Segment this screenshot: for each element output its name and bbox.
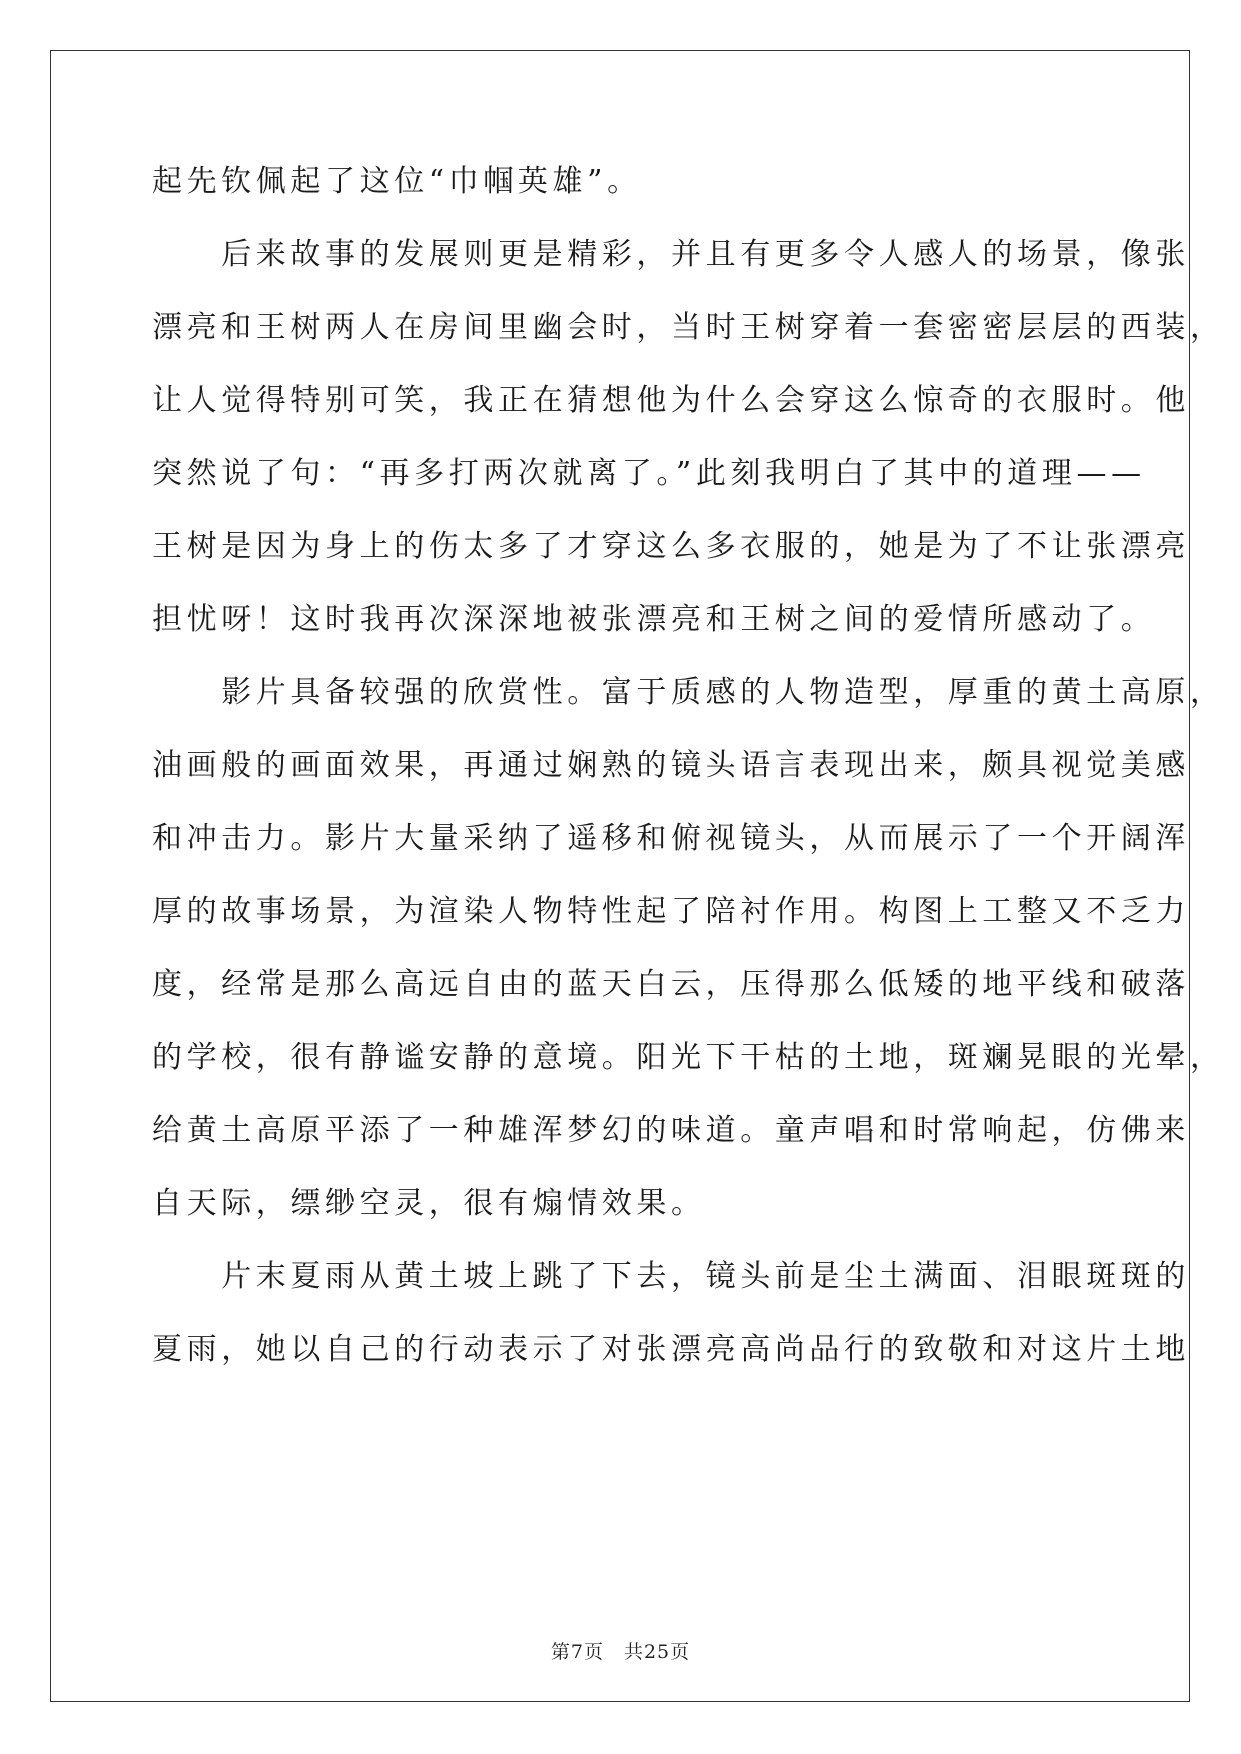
text-line: 后来故事的发展则更是精彩，并且有更多令人感人的场景，像张 (152, 237, 1190, 272)
text-line: 让人觉得特别可笑，我正在猜想他为什么会穿这么惊奇的衣服时。他 (152, 383, 1190, 418)
text-line: 影片具备较强的欣赏性。富于质感的人物造型，厚重的黄土高原， (152, 675, 1225, 710)
text-line: 给黄土高原平添了一种雄浑梦幻的味道。童声唱和时常响起，仿佛来 (152, 1113, 1190, 1148)
text-line: 漂亮和王树两人在房间里幽会时，当时王树穿着一套密密层层的西装， (152, 310, 1225, 345)
text-line: 的学校，很有静谧安静的意境。阳光下干枯的土地，斑斓晃眼的光晕， (152, 1040, 1225, 1075)
text-line: 夏雨，她以自己的行动表示了对张漂亮高尚品行的致敬和对这片土地 (152, 1332, 1190, 1367)
text-line: 自天际，缥缈空灵，很有煽情效果。 (152, 1186, 706, 1221)
text-line: 厚的故事场景，为渲染人物特性起了陪衬作用。构图上工整又不乏力 (152, 894, 1190, 929)
text-line: 突然说了句：“再多打两次就离了。”此刻我明白了其中的道理—— (152, 456, 1146, 491)
text-line: 王树是因为身上的伤太多了才穿这么多衣服的，她是为了不让张漂亮 (152, 529, 1190, 564)
text-line: 片末夏雨从黄土坡上跳了下去，镜头前是尘土满面、泪眼斑斑的 (152, 1259, 1190, 1294)
text-line: 度，经常是那么高远自由的蓝天白云，压得那么低矮的地平线和破落 (152, 967, 1190, 1002)
page-border (50, 50, 1190, 1702)
text-line: 油画般的画面效果，再通过娴熟的镜头语言表现出来，颇具视觉美感 (152, 748, 1190, 783)
page-number: 第7页 共25页 (550, 1641, 691, 1663)
text-line: 和冲击力。影片大量采纳了遥移和俯视镜头，从而展示了一个开阔浑 (152, 821, 1190, 856)
text-line: 起先钦佩起了这位“巾帼英雄”。 (152, 164, 642, 199)
text-line: 担忧呀！这时我再次深深地被张漂亮和王树之间的爱情所感动了。 (152, 602, 1156, 637)
